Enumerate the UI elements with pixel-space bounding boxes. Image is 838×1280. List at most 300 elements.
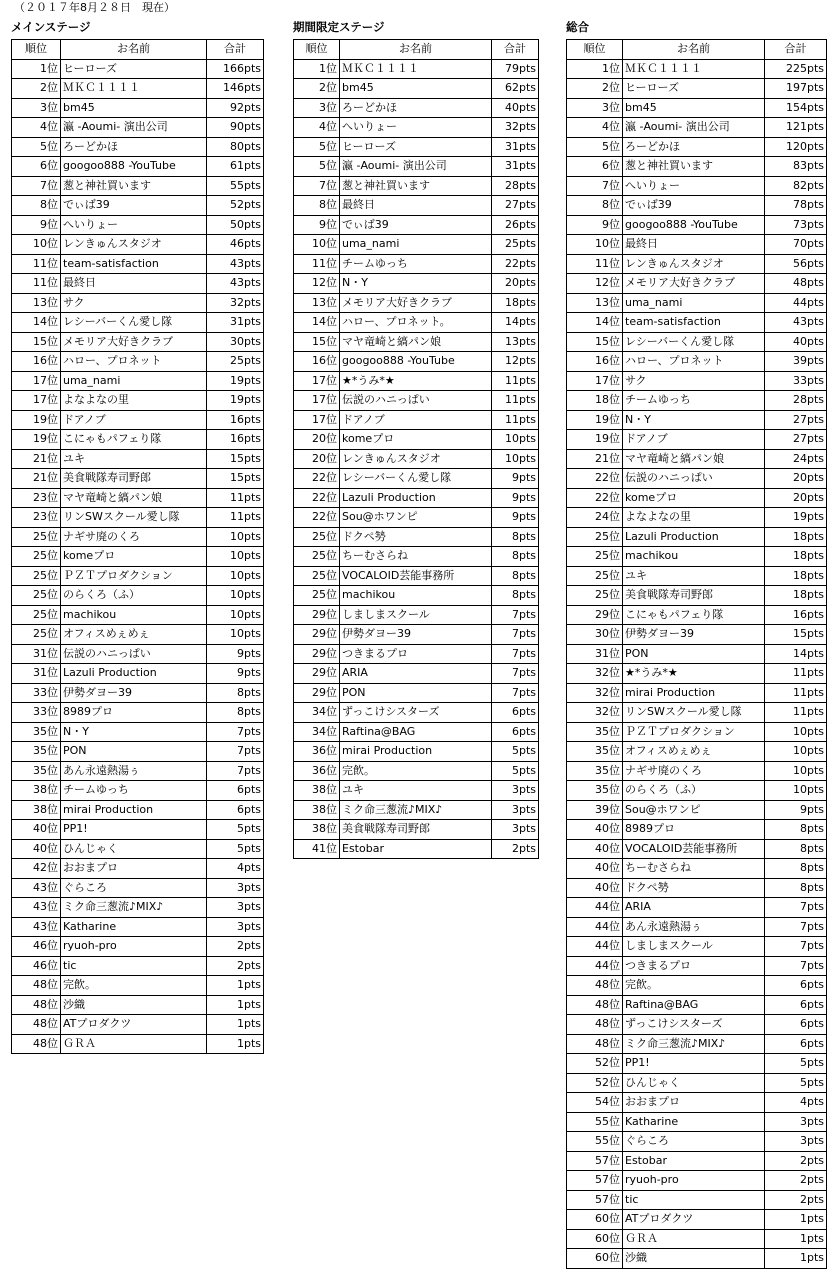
table-row — [12, 469, 264, 489]
rank-cell: 4位 — [12, 118, 61, 138]
points-cell: 7pts — [765, 956, 827, 976]
name-cell: ぐらころ — [623, 1132, 765, 1152]
points-cell: 146pts — [207, 79, 264, 99]
as-of-date: （２０１７年8月２８日 現在） — [14, 1, 175, 14]
name-cell: ハロー、プロネット — [623, 352, 765, 372]
points-cell: 4pts — [207, 859, 264, 879]
rank-cell: 21位 — [567, 449, 623, 469]
points-cell: 1pts — [207, 976, 264, 996]
rank-cell: 36位 — [294, 742, 340, 762]
name-cell: ユキ — [340, 781, 492, 801]
table-row — [567, 254, 827, 274]
table-row — [567, 508, 827, 528]
rank-cell: 3位 — [294, 98, 340, 118]
table-row — [567, 371, 827, 391]
points-cell: 44pts — [765, 293, 827, 313]
points-cell: 27pts — [765, 410, 827, 430]
name-cell: ちーむさらね — [623, 859, 765, 879]
table-row — [567, 625, 827, 645]
name-cell: 完飲。 — [340, 761, 492, 781]
name-cell: あん永遠熱湯ぅ — [623, 917, 765, 937]
points-cell: 7pts — [765, 917, 827, 937]
name-cell: tic — [61, 956, 207, 976]
name-cell: machikou — [623, 547, 765, 567]
table-row — [567, 742, 827, 762]
points-cell: 48pts — [765, 274, 827, 294]
table-row — [567, 313, 827, 333]
name-cell: へいりょー — [61, 215, 207, 235]
table-header-row — [567, 40, 827, 60]
table-row — [567, 761, 827, 781]
name-cell: komeプロ — [340, 430, 492, 450]
rank-cell: 60位 — [567, 1210, 623, 1230]
rank-cell: 5位 — [294, 157, 340, 177]
name-cell: bm45 — [61, 98, 207, 118]
rank-cell: 44位 — [567, 898, 623, 918]
rank-cell: 6位 — [12, 157, 61, 177]
points-cell: 11pts — [207, 488, 264, 508]
points-cell: 10pts — [492, 430, 539, 450]
table-row — [294, 430, 539, 450]
rank-cell: 40位 — [12, 839, 61, 859]
name-cell: team-satisfaction — [61, 254, 207, 274]
rank-cell: 14位 — [294, 313, 340, 333]
table-row — [294, 800, 539, 820]
name-cell: bm45 — [340, 79, 492, 99]
name-cell: つきまるプロ — [623, 956, 765, 976]
name-cell: ドアノブ — [340, 410, 492, 430]
name-cell: ナギサ廃のくろ — [61, 527, 207, 547]
rank-header: 順位 — [294, 40, 340, 60]
limited-stage-title: 期間限定ステージ — [293, 20, 385, 34]
rank-cell: 9位 — [294, 215, 340, 235]
table-row — [12, 59, 264, 79]
table-row — [12, 820, 264, 840]
name-cell: しましまスクール — [623, 937, 765, 957]
rank-cell: 2位 — [294, 79, 340, 99]
table-row — [567, 79, 827, 99]
rank-cell: 13位 — [12, 293, 61, 313]
table-row — [567, 781, 827, 801]
name-cell: N・Y — [623, 410, 765, 430]
points-cell: 18pts — [765, 566, 827, 586]
name-cell: googoo888 -YouTube — [61, 157, 207, 177]
name-cell: ろーどかほ — [623, 137, 765, 157]
points-cell: 14pts — [765, 644, 827, 664]
table-row — [294, 59, 539, 79]
name-cell: メモリア大好きクラブ — [61, 332, 207, 352]
rank-cell: 5位 — [12, 137, 61, 157]
rank-cell: 55位 — [567, 1112, 623, 1132]
points-cell: 33pts — [765, 371, 827, 391]
points-cell: 70pts — [765, 235, 827, 255]
table-row — [294, 371, 539, 391]
table-row — [567, 820, 827, 840]
limited-stage-section — [293, 20, 539, 859]
table-row — [12, 995, 264, 1015]
rank-cell: 48位 — [12, 1015, 61, 1035]
rank-cell: 34位 — [294, 722, 340, 742]
points-cell: 83pts — [765, 157, 827, 177]
points-cell: 15pts — [207, 469, 264, 489]
name-cell: ドアノブ — [61, 410, 207, 430]
rank-cell: 48位 — [12, 995, 61, 1015]
rank-cell: 44位 — [567, 917, 623, 937]
name-cell: ヒーローズ — [61, 59, 207, 79]
table-row — [12, 527, 264, 547]
table-row — [12, 644, 264, 664]
rank-cell: 7位 — [567, 176, 623, 196]
table-row — [567, 196, 827, 216]
rank-cell: 35位 — [12, 722, 61, 742]
table-row — [567, 995, 827, 1015]
name-cell: メモリア大好きクラブ — [623, 274, 765, 294]
points-cell: 73pts — [765, 215, 827, 235]
rank-cell: 48位 — [12, 1034, 61, 1054]
points-cell: 90pts — [207, 118, 264, 138]
table-row — [567, 215, 827, 235]
rank-cell: 17位 — [294, 410, 340, 430]
table-row — [294, 508, 539, 528]
name-cell: リンSWスクール愛し隊 — [623, 703, 765, 723]
rank-cell: 11位 — [12, 274, 61, 294]
points-cell: 18pts — [765, 547, 827, 567]
points-cell: 27pts — [492, 196, 539, 216]
rank-cell: 36位 — [294, 761, 340, 781]
name-cell: ずっこけシスターズ — [340, 703, 492, 723]
name-cell: mirai Production — [623, 683, 765, 703]
rank-cell: 9位 — [567, 215, 623, 235]
name-cell: ARIA — [623, 898, 765, 918]
rank-cell: 5位 — [294, 137, 340, 157]
rank-cell: 35位 — [567, 742, 623, 762]
table-row — [12, 79, 264, 99]
points-cell: 10pts — [492, 449, 539, 469]
table-row — [567, 118, 827, 138]
rank-cell: 38位 — [294, 781, 340, 801]
rank-cell: 35位 — [567, 761, 623, 781]
rank-cell: 22位 — [567, 488, 623, 508]
points-cell: 9pts — [492, 508, 539, 528]
table-row — [12, 137, 264, 157]
table-row — [12, 937, 264, 957]
rank-cell: 33位 — [12, 703, 61, 723]
name-cell: でぃば39 — [61, 196, 207, 216]
table-row — [567, 644, 827, 664]
table-row — [12, 1015, 264, 1035]
table-row — [294, 137, 539, 157]
rank-cell: 15位 — [294, 332, 340, 352]
rank-header: 順位 — [567, 40, 623, 60]
table-row — [294, 469, 539, 489]
points-cell: 10pts — [765, 722, 827, 742]
table-row — [12, 118, 264, 138]
total-header: 合計 — [492, 40, 539, 60]
name-cell: 美食戦隊寿司野郎 — [340, 820, 492, 840]
name-cell: 完飲。 — [623, 976, 765, 996]
rank-cell: 15位 — [12, 332, 61, 352]
main-stage-title: メインステージ — [11, 20, 91, 34]
name-cell: 沙織 — [61, 995, 207, 1015]
rank-cell: 8位 — [567, 196, 623, 216]
points-cell: 6pts — [765, 995, 827, 1015]
points-cell: 5pts — [207, 820, 264, 840]
table-row — [567, 352, 827, 372]
rank-cell: 12位 — [567, 274, 623, 294]
name-cell: 8989プロ — [623, 820, 765, 840]
name-cell: PON — [340, 683, 492, 703]
points-cell: 1pts — [207, 1015, 264, 1035]
points-cell: 154pts — [765, 98, 827, 118]
name-cell: レシーバーくん愛し隊 — [61, 313, 207, 333]
points-cell: 80pts — [207, 137, 264, 157]
rank-cell: 41位 — [294, 839, 340, 859]
points-cell: 10pts — [207, 625, 264, 645]
table-row — [12, 839, 264, 859]
points-cell: 28pts — [765, 391, 827, 411]
table-row — [567, 293, 827, 313]
main-stage-table — [11, 39, 264, 1054]
rank-cell: 25位 — [567, 547, 623, 567]
points-cell: 3pts — [492, 781, 539, 801]
table-row — [294, 820, 539, 840]
points-cell: 2pts — [492, 839, 539, 859]
points-cell: 3pts — [207, 878, 264, 898]
name-cell: Raftina@BAG — [340, 722, 492, 742]
rank-cell: 23位 — [12, 488, 61, 508]
name-cell: ぐらころ — [61, 878, 207, 898]
name-cell: よなよなの里 — [61, 391, 207, 411]
table-row — [294, 215, 539, 235]
table-row — [294, 683, 539, 703]
points-cell: 10pts — [207, 547, 264, 567]
points-cell: 8pts — [207, 683, 264, 703]
overall-section — [566, 20, 827, 1269]
name-cell: つきまるプロ — [340, 644, 492, 664]
points-cell: 1pts — [207, 995, 264, 1015]
rank-cell: 29位 — [294, 625, 340, 645]
table-row — [12, 683, 264, 703]
points-cell: 25pts — [492, 235, 539, 255]
table-row — [12, 722, 264, 742]
name-cell: ろーどかほ — [61, 137, 207, 157]
rank-cell: 30位 — [567, 625, 623, 645]
points-cell: 9pts — [492, 488, 539, 508]
rank-cell: 1位 — [12, 59, 61, 79]
rank-cell: 25位 — [12, 586, 61, 606]
name-cell: しましまスクール — [340, 605, 492, 625]
points-cell: 7pts — [765, 898, 827, 918]
points-cell: 11pts — [207, 508, 264, 528]
name-cell: PP1! — [61, 820, 207, 840]
name-cell: 8989プロ — [61, 703, 207, 723]
rank-cell: 48位 — [567, 1015, 623, 1035]
rank-cell: 55位 — [567, 1132, 623, 1152]
name-cell: 最終日 — [61, 274, 207, 294]
rank-cell: 13位 — [567, 293, 623, 313]
table-row — [294, 313, 539, 333]
points-cell: 3pts — [765, 1112, 827, 1132]
points-cell: 19pts — [765, 508, 827, 528]
points-cell: 26pts — [492, 215, 539, 235]
table-row — [294, 527, 539, 547]
table-row — [567, 1229, 827, 1249]
points-cell: 6pts — [207, 781, 264, 801]
rank-cell: 38位 — [12, 781, 61, 801]
rank-cell: 48位 — [12, 976, 61, 996]
points-cell: 62pts — [492, 79, 539, 99]
table-row — [567, 878, 827, 898]
name-cell: マヤ竜崎と縞パン娘 — [61, 488, 207, 508]
points-cell: 52pts — [207, 196, 264, 216]
table-row — [567, 1054, 827, 1074]
rank-cell: 6位 — [567, 157, 623, 177]
rank-cell: 16位 — [12, 352, 61, 372]
table-row — [12, 410, 264, 430]
points-cell: 11pts — [765, 703, 827, 723]
points-cell: 15pts — [765, 625, 827, 645]
name-cell: 瀛 -Aoumi- 演出公司 — [340, 157, 492, 177]
rank-cell: 17位 — [567, 371, 623, 391]
table-row — [294, 235, 539, 255]
points-cell: 6pts — [765, 1034, 827, 1054]
rank-cell: 2位 — [12, 79, 61, 99]
table-row — [567, 703, 827, 723]
table-row — [12, 761, 264, 781]
table-row — [12, 449, 264, 469]
points-cell: 55pts — [207, 176, 264, 196]
name-cell: チームゆっち — [340, 254, 492, 274]
rank-cell: 34位 — [294, 703, 340, 723]
name-cell: ろーどかほ — [340, 98, 492, 118]
rank-cell: 42位 — [12, 859, 61, 879]
rank-cell: 40位 — [567, 820, 623, 840]
rank-cell: 12位 — [294, 274, 340, 294]
rank-cell: 25位 — [12, 527, 61, 547]
name-cell: チームゆっち — [623, 391, 765, 411]
name-cell: 伊勢ダヨー39 — [623, 625, 765, 645]
rank-cell: 21位 — [12, 449, 61, 469]
table-row — [294, 176, 539, 196]
table-row — [12, 352, 264, 372]
name-cell: ARIA — [340, 664, 492, 684]
rank-cell: 4位 — [294, 118, 340, 138]
table-row — [567, 547, 827, 567]
points-cell: 32pts — [207, 293, 264, 313]
name-cell: Lazuli Production — [623, 527, 765, 547]
points-cell: 61pts — [207, 157, 264, 177]
points-cell: 10pts — [207, 605, 264, 625]
name-cell: でぃば39 — [623, 196, 765, 216]
name-cell: 最終日 — [623, 235, 765, 255]
table-row — [567, 586, 827, 606]
rank-cell: 10位 — [567, 235, 623, 255]
table-row — [567, 430, 827, 450]
name-cell: ドアノブ — [623, 430, 765, 450]
rank-cell: 52位 — [567, 1073, 623, 1093]
rank-cell: 39位 — [567, 800, 623, 820]
points-cell: 43pts — [207, 274, 264, 294]
table-row — [567, 391, 827, 411]
points-cell: 46pts — [207, 235, 264, 255]
rank-cell: 13位 — [294, 293, 340, 313]
name-cell: 葱と神社買います — [340, 176, 492, 196]
table-row — [294, 761, 539, 781]
points-cell: 20pts — [765, 488, 827, 508]
table-row — [567, 1112, 827, 1132]
table-row — [294, 196, 539, 216]
table-row — [567, 976, 827, 996]
rank-cell: 31位 — [567, 644, 623, 664]
points-cell: 2pts — [765, 1151, 827, 1171]
table-row — [567, 1034, 827, 1054]
rank-cell: 38位 — [12, 800, 61, 820]
rank-cell: 10位 — [294, 235, 340, 255]
rank-cell: 31位 — [12, 664, 61, 684]
points-cell: 2pts — [765, 1190, 827, 1210]
rank-cell: 25位 — [567, 586, 623, 606]
name-cell: ＧＲＡ — [623, 1229, 765, 1249]
table-row — [567, 683, 827, 703]
name-cell: ドクペ㔟 — [623, 878, 765, 898]
table-row — [567, 1249, 827, 1269]
rank-cell: 17位 — [294, 371, 340, 391]
rank-cell: 25位 — [12, 547, 61, 567]
name-cell: レシーバーくん愛し隊 — [340, 469, 492, 489]
table-row — [12, 254, 264, 274]
rank-cell: 23位 — [12, 508, 61, 528]
rank-cell: 16位 — [567, 352, 623, 372]
rank-cell: 15位 — [567, 332, 623, 352]
table-row — [567, 722, 827, 742]
points-cell: 9pts — [765, 800, 827, 820]
limited-stage-table — [293, 39, 539, 859]
name-header: お名前 — [61, 40, 207, 60]
rank-cell: 35位 — [12, 742, 61, 762]
points-cell: 6pts — [207, 800, 264, 820]
rank-cell: 60位 — [567, 1249, 623, 1269]
name-cell: Raftina@BAG — [623, 995, 765, 1015]
name-cell: mirai Production — [340, 742, 492, 762]
points-cell: 8pts — [492, 566, 539, 586]
points-cell: 7pts — [207, 742, 264, 762]
name-cell: あん永遠熱湯ぅ — [61, 761, 207, 781]
rank-cell: 48位 — [567, 1034, 623, 1054]
table-row — [567, 527, 827, 547]
rank-cell: 40位 — [567, 839, 623, 859]
points-cell: 7pts — [492, 683, 539, 703]
rank-cell: 3位 — [567, 98, 623, 118]
table-row — [12, 371, 264, 391]
table-row — [12, 566, 264, 586]
table-header-row — [294, 40, 539, 60]
table-row — [12, 1034, 264, 1054]
points-cell: 15pts — [207, 449, 264, 469]
table-row — [12, 956, 264, 976]
points-cell: 2pts — [207, 937, 264, 957]
name-cell: uma_nami — [623, 293, 765, 313]
table-row — [294, 547, 539, 567]
table-row — [294, 352, 539, 372]
table-row — [294, 644, 539, 664]
name-cell: ATプロダクツ — [623, 1210, 765, 1230]
name-cell: ハロー、プロネット — [61, 352, 207, 372]
rank-cell: 19位 — [567, 430, 623, 450]
points-cell: 121pts — [765, 118, 827, 138]
name-cell: 伊勢ダヨー39 — [340, 625, 492, 645]
rank-cell: 32位 — [567, 703, 623, 723]
points-cell: 3pts — [765, 1132, 827, 1152]
